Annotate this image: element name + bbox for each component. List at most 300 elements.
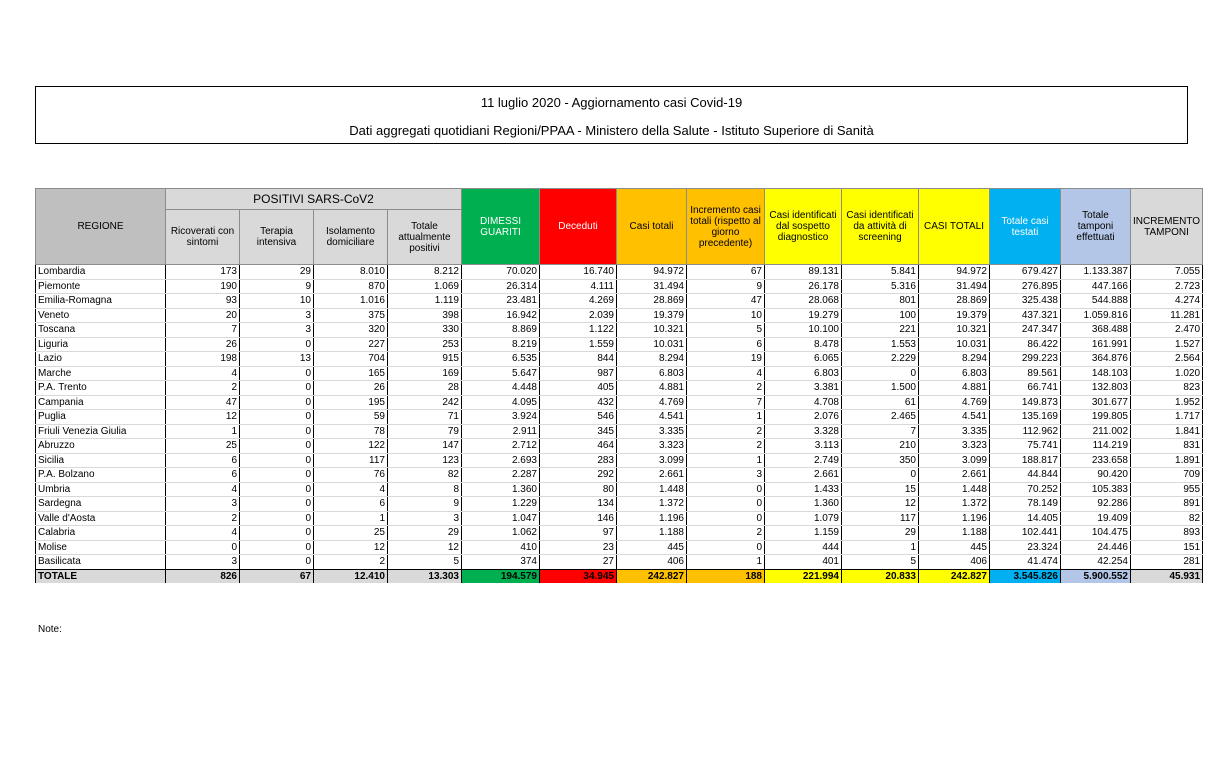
region-name-cell: Puglia [36,410,166,425]
value-cell: 2 [687,526,765,541]
value-cell: 4.274 [1131,294,1203,309]
table-row [36,352,1203,367]
value-cell: 247.347 [990,323,1061,338]
value-cell: 1.717 [1131,410,1203,425]
value-cell: 29 [388,526,462,541]
value-cell: 1.841 [1131,424,1203,439]
value-cell: 31.494 [617,279,687,294]
value-cell: 2.712 [462,439,540,454]
value-cell: 1 [166,424,240,439]
value-cell: 4 [314,482,388,497]
value-cell: 147 [388,439,462,454]
value-cell: 432 [540,395,617,410]
value-cell: 8.212 [388,265,462,280]
region-name-cell: P.A. Bolzano [36,468,166,483]
total-value-cell: 188 [687,569,765,583]
value-cell: 3 [687,468,765,483]
value-cell: 709 [1131,468,1203,483]
value-cell: 211.002 [1061,424,1131,439]
value-cell: 325.438 [990,294,1061,309]
value-cell: 135.169 [990,410,1061,425]
value-cell: 59 [314,410,388,425]
value-cell: 679.427 [990,265,1061,280]
total-value-cell: 221.994 [765,569,842,583]
note-label: Note: [38,624,62,635]
value-cell: 444 [765,540,842,555]
value-cell: 8 [388,482,462,497]
value-cell: 0 [842,366,919,381]
table-row [36,410,1203,425]
value-cell: 405 [540,381,617,396]
value-cell: 16.740 [540,265,617,280]
table-row [36,323,1203,338]
value-cell: 292 [540,468,617,483]
table-row [36,366,1203,381]
value-cell: 253 [388,337,462,352]
header-positivi-group: POSITIVI SARS-CoV2 [166,189,462,210]
value-cell: 132.803 [1061,381,1131,396]
value-cell: 0 [240,497,314,512]
value-cell: 6.535 [462,352,540,367]
header-sospetto-diagnostico: Casi identificati dal sospetto diagnostico [765,189,842,265]
value-cell: 0 [240,482,314,497]
value-cell: 7 [687,395,765,410]
value-cell: 320 [314,323,388,338]
value-cell: 2.564 [1131,352,1203,367]
value-cell: 1.119 [388,294,462,309]
region-name-cell: Liguria [36,337,166,352]
table-row [36,308,1203,323]
value-cell: 3.335 [617,424,687,439]
value-cell: 19.409 [1061,511,1131,526]
value-cell: 2.470 [1131,323,1203,338]
value-cell: 161.991 [1061,337,1131,352]
value-cell: 6 [166,468,240,483]
value-cell: 2 [687,381,765,396]
value-cell: 330 [388,323,462,338]
region-name-cell: Piemonte [36,279,166,294]
total-row [36,569,1203,583]
value-cell: 6.065 [765,352,842,367]
value-cell: 12 [842,497,919,512]
value-cell: 1 [842,540,919,555]
value-cell: 3.099 [617,453,687,468]
value-cell: 100 [842,308,919,323]
value-cell: 123 [388,453,462,468]
value-cell: 23 [540,540,617,555]
value-cell: 4 [166,482,240,497]
region-name-cell: Molise [36,540,166,555]
value-cell: 0 [240,453,314,468]
value-cell: 4.769 [617,395,687,410]
header-deceduti: Deceduti [540,189,617,265]
value-cell: 12 [314,540,388,555]
header-regione: REGIONE [36,189,166,265]
value-cell: 0 [240,366,314,381]
total-value-cell: 13.303 [388,569,462,583]
value-cell: 368.488 [1061,323,1131,338]
value-cell: 0 [687,511,765,526]
value-cell: 23.481 [462,294,540,309]
value-cell: 104.475 [1061,526,1131,541]
region-name-cell: Toscana [36,323,166,338]
value-cell: 2 [687,424,765,439]
value-cell: 8.010 [314,265,388,280]
region-name-cell: Emilia-Romagna [36,294,166,309]
value-cell: 2.749 [765,453,842,468]
value-cell: 6 [166,453,240,468]
value-cell: 401 [765,555,842,570]
value-cell: 823 [1131,381,1203,396]
region-name-cell: Lazio [36,352,166,367]
value-cell: 870 [314,279,388,294]
value-cell: 70.020 [462,265,540,280]
value-cell: 1.229 [462,497,540,512]
value-cell: 6.803 [765,366,842,381]
value-cell: 26 [166,337,240,352]
value-cell: 82 [388,468,462,483]
value-cell: 3 [388,511,462,526]
value-cell: 7 [842,424,919,439]
value-cell: 1.500 [842,381,919,396]
value-cell: 29 [240,265,314,280]
value-cell: 29 [842,526,919,541]
value-cell: 78 [314,424,388,439]
value-cell: 1.433 [765,482,842,497]
header-terapia-intensiva: Terapia intensiva [240,210,314,265]
value-cell: 5.316 [842,279,919,294]
table-row [36,279,1203,294]
value-cell: 3.924 [462,410,540,425]
region-name-cell: Abruzzo [36,439,166,454]
value-cell: 2.229 [842,352,919,367]
value-cell: 4.448 [462,381,540,396]
value-cell: 0 [240,337,314,352]
value-cell: 447.166 [1061,279,1131,294]
value-cell: 15 [842,482,919,497]
value-cell: 10.031 [919,337,990,352]
value-cell: 47 [687,294,765,309]
value-cell: 134 [540,497,617,512]
value-cell: 19 [687,352,765,367]
value-cell: 4.111 [540,279,617,294]
value-cell: 891 [1131,497,1203,512]
value-cell: 1.188 [617,526,687,541]
value-cell: 165 [314,366,388,381]
value-cell: 464 [540,439,617,454]
value-cell: 1.553 [842,337,919,352]
value-cell: 2 [166,381,240,396]
value-cell: 227 [314,337,388,352]
value-cell: 8.219 [462,337,540,352]
value-cell: 1.059.816 [1061,308,1131,323]
table-row [36,337,1203,352]
value-cell: 105.383 [1061,482,1131,497]
value-cell: 3 [240,308,314,323]
value-cell: 117 [314,453,388,468]
value-cell: 2 [314,555,388,570]
total-value-cell: 5.900.552 [1061,569,1131,583]
value-cell: 86.422 [990,337,1061,352]
value-cell: 94.972 [617,265,687,280]
value-cell: 0 [687,482,765,497]
value-cell: 67 [687,265,765,280]
value-cell: 3 [240,323,314,338]
region-name-cell: Veneto [36,308,166,323]
value-cell: 28.869 [617,294,687,309]
value-cell: 11.281 [1131,308,1203,323]
value-cell: 4.095 [462,395,540,410]
value-cell: 301.677 [1061,395,1131,410]
region-name-cell: Basilicata [36,555,166,570]
value-cell: 2.287 [462,468,540,483]
value-cell: 0 [240,468,314,483]
value-cell: 190 [166,279,240,294]
value-cell: 61 [842,395,919,410]
value-cell: 2 [166,511,240,526]
value-cell: 8.294 [919,352,990,367]
value-cell: 10.031 [617,337,687,352]
region-name-cell: Valle d'Aosta [36,511,166,526]
value-cell: 2.661 [919,468,990,483]
value-cell: 0 [240,526,314,541]
value-cell: 1.559 [540,337,617,352]
value-cell: 831 [1131,439,1203,454]
region-name-cell: Friuli Venezia Giulia [36,424,166,439]
table-row [36,555,1203,570]
value-cell: 1.133.387 [1061,265,1131,280]
table-row [36,453,1203,468]
value-cell: 4.541 [919,410,990,425]
value-cell: 5 [388,555,462,570]
total-value-cell: 67 [240,569,314,583]
value-cell: 9 [388,497,462,512]
value-cell: 122 [314,439,388,454]
value-cell: 25 [314,526,388,541]
value-cell: 4.769 [919,395,990,410]
value-cell: 8.294 [617,352,687,367]
value-cell: 987 [540,366,617,381]
total-value-cell: 12.410 [314,569,388,583]
value-cell: 4.881 [919,381,990,396]
value-cell: 9 [687,279,765,294]
value-cell: 4.541 [617,410,687,425]
value-cell: 398 [388,308,462,323]
value-cell: 375 [314,308,388,323]
value-cell: 199.805 [1061,410,1131,425]
value-cell: 5 [687,323,765,338]
value-cell: 0 [240,395,314,410]
value-cell: 0 [842,468,919,483]
value-cell: 47 [166,395,240,410]
value-cell: 19.379 [919,308,990,323]
table-row [36,468,1203,483]
value-cell: 94.972 [919,265,990,280]
value-cell: 71 [388,410,462,425]
header-totale-positivi: Totale attualmente positivi [388,210,462,265]
value-cell: 4.708 [765,395,842,410]
value-cell: 20 [166,308,240,323]
value-cell: 445 [919,540,990,555]
region-name-cell: Lombardia [36,265,166,280]
value-cell: 2.076 [765,410,842,425]
value-cell: 14.405 [990,511,1061,526]
value-cell: 8.869 [462,323,540,338]
covid-data-table [35,188,1203,583]
value-cell: 10.321 [919,323,990,338]
region-name-cell: Calabria [36,526,166,541]
value-cell: 1.079 [765,511,842,526]
value-cell: 3.328 [765,424,842,439]
table-row [36,424,1203,439]
value-cell: 28 [388,381,462,396]
value-cell: 92.286 [1061,497,1131,512]
header-casi-testati: Totale casi testati [990,189,1061,265]
value-cell: 79 [388,424,462,439]
region-name-cell: Umbria [36,482,166,497]
value-cell: 844 [540,352,617,367]
value-cell: 276.895 [990,279,1061,294]
value-cell: 26.178 [765,279,842,294]
value-cell: 704 [314,352,388,367]
value-cell: 374 [462,555,540,570]
value-cell: 2.661 [617,468,687,483]
value-cell: 9 [240,279,314,294]
value-cell: 13 [240,352,314,367]
value-cell: 4 [166,526,240,541]
value-cell: 31.494 [919,279,990,294]
value-cell: 146 [540,511,617,526]
value-cell: 10.321 [617,323,687,338]
table-row [36,395,1203,410]
value-cell: 10 [240,294,314,309]
value-cell: 93 [166,294,240,309]
value-cell: 2.723 [1131,279,1203,294]
table-row [36,526,1203,541]
value-cell: 0 [240,555,314,570]
value-cell: 151 [1131,540,1203,555]
value-cell: 66.741 [990,381,1061,396]
total-value-cell: 3.545.826 [990,569,1061,583]
value-cell: 42.254 [1061,555,1131,570]
value-cell: 1.372 [919,497,990,512]
value-cell: 345 [540,424,617,439]
value-cell: 544.888 [1061,294,1131,309]
table-row [36,439,1203,454]
value-cell: 148.103 [1061,366,1131,381]
value-cell: 25 [166,439,240,454]
value-cell: 2.039 [540,308,617,323]
region-name-cell: Marche [36,366,166,381]
value-cell: 233.658 [1061,453,1131,468]
total-value-cell: 826 [166,569,240,583]
total-value-cell: 242.827 [919,569,990,583]
value-cell: 26 [314,381,388,396]
value-cell: 437.321 [990,308,1061,323]
value-cell: 75.741 [990,439,1061,454]
value-cell: 1 [687,453,765,468]
value-cell: 2.693 [462,453,540,468]
value-cell: 8.478 [765,337,842,352]
value-cell: 26.314 [462,279,540,294]
total-value-cell: 194.579 [462,569,540,583]
value-cell: 1.360 [765,497,842,512]
value-cell: 1 [687,410,765,425]
value-cell: 801 [842,294,919,309]
value-cell: 41.474 [990,555,1061,570]
value-cell: 3.335 [919,424,990,439]
value-cell: 112.962 [990,424,1061,439]
page-title: 11 luglio 2020 - Aggiornamento casi Covid-19 [480,95,743,110]
value-cell: 7.055 [1131,265,1203,280]
value-cell: 221 [842,323,919,338]
value-cell: 16.942 [462,308,540,323]
value-cell: 3.323 [617,439,687,454]
value-cell: 406 [919,555,990,570]
value-cell: 3.099 [919,453,990,468]
header-ricoverati: Ricoverati con sintomi [166,210,240,265]
region-name-cell: Campania [36,395,166,410]
value-cell: 3.323 [919,439,990,454]
value-cell: 23.324 [990,540,1061,555]
value-cell: 2 [687,439,765,454]
value-cell: 242 [388,395,462,410]
header-casi-totali-caps: CASI TOTALI [919,189,990,265]
value-cell: 299.223 [990,352,1061,367]
value-cell: 0 [240,381,314,396]
table-row [36,497,1203,512]
value-cell: 6.803 [919,366,990,381]
value-cell: 0 [687,497,765,512]
value-cell: 1.188 [919,526,990,541]
value-cell: 410 [462,540,540,555]
value-cell: 1.448 [617,482,687,497]
page-subtitle: Dati aggregati quotidiani Regioni/PPAA - Ministero della Salute - Istituto Superiore di Sanità [349,123,874,138]
header-dimessi-guariti: DIMESSI GUARITI [462,189,540,265]
value-cell: 1.360 [462,482,540,497]
value-cell: 28.068 [765,294,842,309]
value-cell: 1.062 [462,526,540,541]
table-row [36,265,1203,280]
value-cell: 80 [540,482,617,497]
value-cell: 406 [617,555,687,570]
total-value-cell: 34.945 [540,569,617,583]
value-cell: 1.020 [1131,366,1203,381]
value-cell: 4.881 [617,381,687,396]
value-cell: 198 [166,352,240,367]
value-cell: 1.016 [314,294,388,309]
value-cell: 915 [388,352,462,367]
value-cell: 0 [240,540,314,555]
value-cell: 10.100 [765,323,842,338]
value-cell: 4.269 [540,294,617,309]
value-cell: 1.047 [462,511,540,526]
header-incremento-casi: Incremento casi totali (rispetto al giorno precedente) [687,189,765,265]
value-cell: 955 [1131,482,1203,497]
table-row [36,381,1203,396]
table-body [36,265,1203,584]
value-cell: 173 [166,265,240,280]
value-cell: 70.252 [990,482,1061,497]
region-name-cell: P.A. Trento [36,381,166,396]
region-name-cell: Sicilia [36,453,166,468]
value-cell: 2.911 [462,424,540,439]
title-box [35,86,1188,144]
value-cell: 5.841 [842,265,919,280]
value-cell: 4 [687,366,765,381]
value-cell: 6.803 [617,366,687,381]
value-cell: 6 [687,337,765,352]
